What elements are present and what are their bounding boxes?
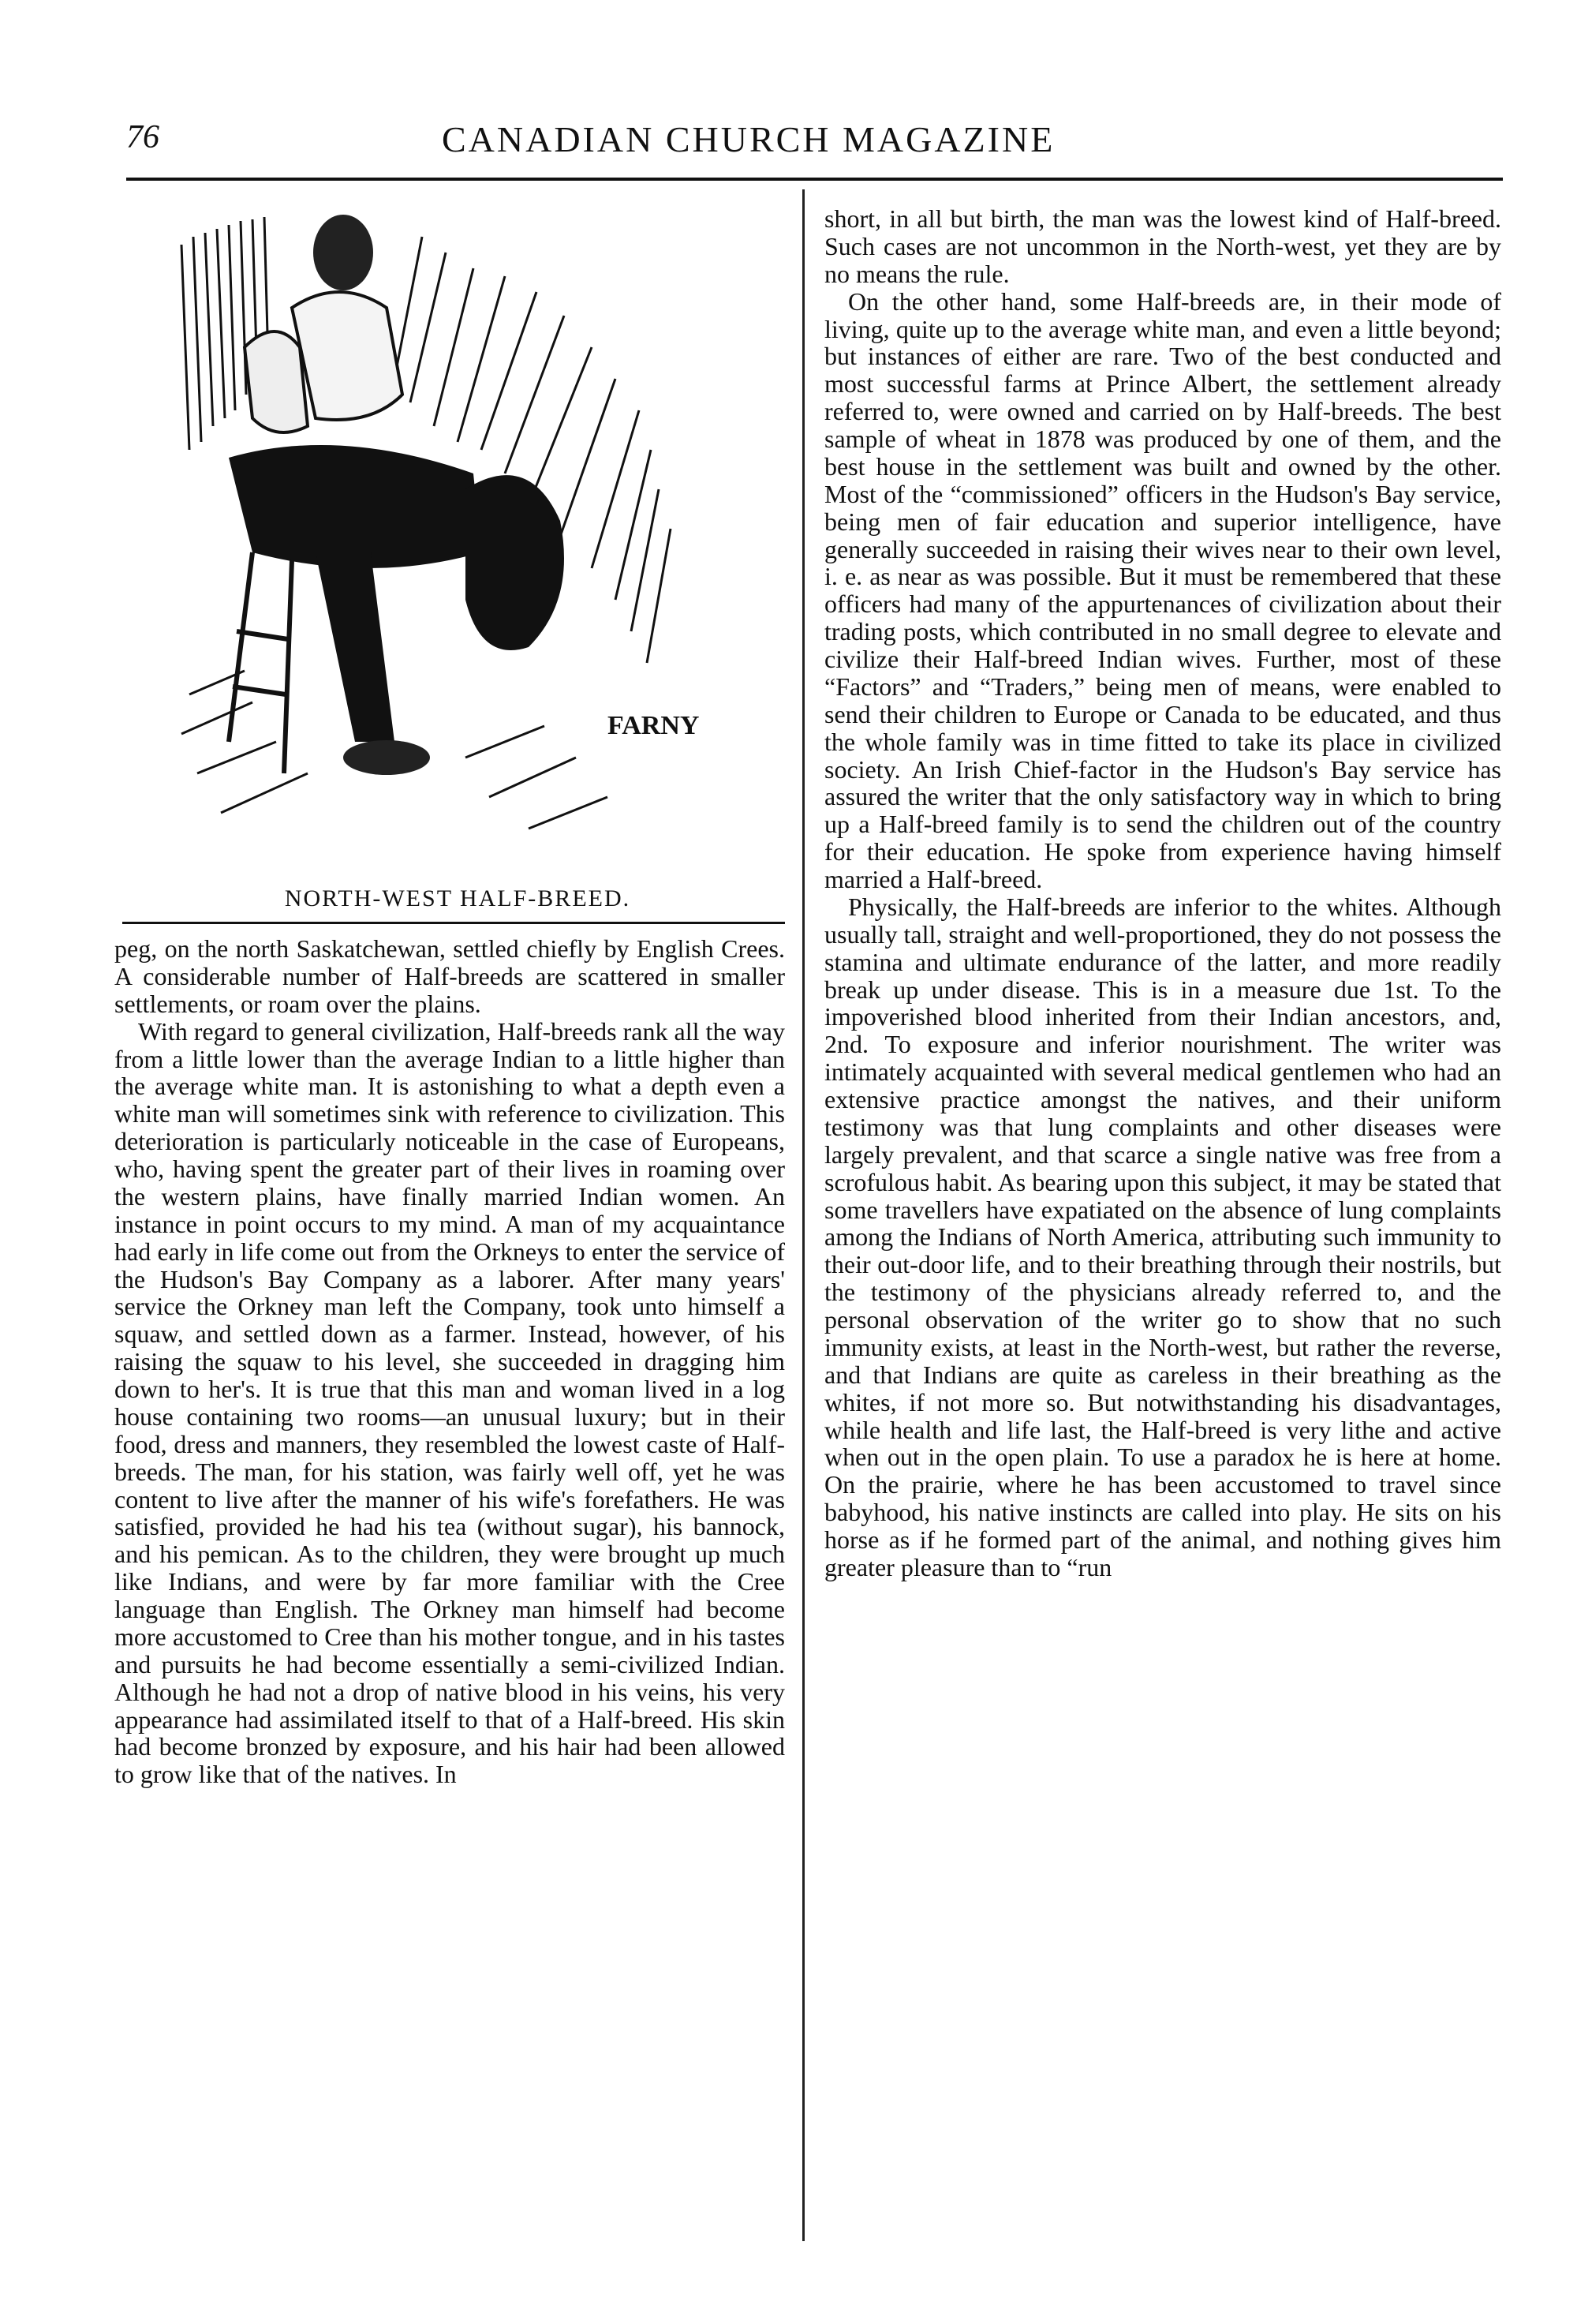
page-number: 76 xyxy=(126,119,159,155)
left-column xyxy=(114,935,785,2237)
paragraph: On the other hand, some Half-breeds are, in their mode of living, quite up to the average white man, and even a little beyond; but instances of either are rare. Two of the best conducted and most successful farms at Prince Albert, the settlement already referred to, were owned and carried on by Half-breeds. The best sample of wheat in 1878 was produced by one of them, and the best house in the settlement was built and owned by the other. Most of the “commissioned” officers in the Hudson's Bay service, being men of fair education and superior intelligence, have generally succeeded in raising their wives near to their own level, i. e. as near as was possible. But it must be remembered that these officers had many of the appurtenances of civilization about their trading posts, which contributed in no small degree to elevate and civilize their Half-breed Indian wives. Further, most of these “Factors” and “Traders,” being men of means, were enabled to send their children to Europe or Canada to be educated, and thus the whole family was in time fitted to take its place in civilized society. An Irish Chief-factor in the Hudson's Bay service has assured the writer that the only satisfactory way in which to bring up a Half-breed family is to send the children out of the country for their education. He spoke from experience having himself married a Half-breed. xyxy=(824,286,1501,893)
chair xyxy=(229,552,292,773)
half-breed-illustration xyxy=(134,189,781,884)
paragraph: With regard to general civilization, Half-breeds rank all the way from a little lower than the average Indian to a little higher than the average white man. It is astonishing to what a depth even a white man will sometimes sink with reference to civilization. This deterioration is particularly noticeable in the case of Europeans, who, having spent the greater part of their lives in roaming over the western plains, have finally married Indian women. An instance in point occurs to my mind. A man of my acquaintance had early in life come out from the Orkneys to enter the service of the Hudson's Bay Company as a laborer. After many years' service the Orkney man left the Company, took unto himself a squaw, and settled down as a farmer. Instead, however, of his raising the squaw to his level, she succeeded in dragging him down to her's. It is true that this man and woman lived in a log house containing two rooms—an unusual luxury; but in their food, dress and manners, they resembled the lowest caste of Half-breeds. The man, for his station, was fairly well off, yet he was content to live after the manner of his wife's forefathers. He was satisfied, provided he had his tea (without sugar), his bannock, and his pemican. As to the children, they were brought up much like Indians, and were by far more familiar with the Cree language than English. The Orkney man himself had become more accustomed to Cree than his mother tongue, and in his tastes and pursuits he had become essentially a semi-civilized Indian. Although he had not a drop of native blood in his veins, his very appearance had assimilated itself to that of a Half-breed. His skin had become bronzed by exposure, and his hair had been allowed to grow like that of the natives. In xyxy=(114,1016,785,1789)
illustration-caption: NORTH-WEST HALF-BREED. xyxy=(284,885,631,911)
paragraph: peg, on the north Saskatchewan, settled chiefly by English Crees. A considerable number of Half-breeds are scattered in smaller settlements, or roam over the plains. xyxy=(114,935,785,1018)
caption-rule xyxy=(122,922,785,924)
paragraph: short, in all but birth, the man was the lowest kind of Half-breed. Such cases are not uncommon in the North-west, yet they are by no means the rule. xyxy=(824,205,1501,288)
artist-signature: FARNY xyxy=(607,711,700,740)
column-rule xyxy=(802,189,805,2241)
right-column xyxy=(824,205,1501,2241)
running-head: CANADIAN CHURCH MAGAZINE xyxy=(442,119,1056,159)
paragraph: Physically, the Half-breeds are inferior to the whites. Although usually tall, straight and well-proportioned, they do not possess the stamina and ultimate endurance of the latter, and more readily break up under disease. This is in a measure due 1st. To the impoverished blood inherited from their Indian ancestors, and, 2nd. To exposure and inferior nourishment. The writer was intimately acquainted with several medical gentlemen who had an extensive practice amongst the natives, and their uniform testimony was that lung complaints and other diseases were largely prevalent, and that scarce a single native was free from a scrofulous habit. As bearing upon this subject, it may be stated that some travellers have expatiated on the absence of lung complaints among the Indians of North America, attributing such immunity to their out-door life, and to their breathing through their nostrils, but the testimony of the physicians already referred to, and the personal observation of the writer go to show that no such immunity exists, at least in the North-west, but rather the reverse, and that Indians are quite as careless in their breathing as the whites, if not more so. But notwithstanding his disadvantages, while health and life last, the Half-breed is very lithe and active when out in the open plain. To use a paradox he is here at home. On the prairie, where he has been accustomed to travel since babyhood, his native instincts are called into play. He sits on his horse as if he formed part of the animal, and nothing gives him greater pleasure than to “run xyxy=(824,892,1501,1581)
header-rule xyxy=(126,178,1503,181)
seated-figure xyxy=(229,215,564,775)
